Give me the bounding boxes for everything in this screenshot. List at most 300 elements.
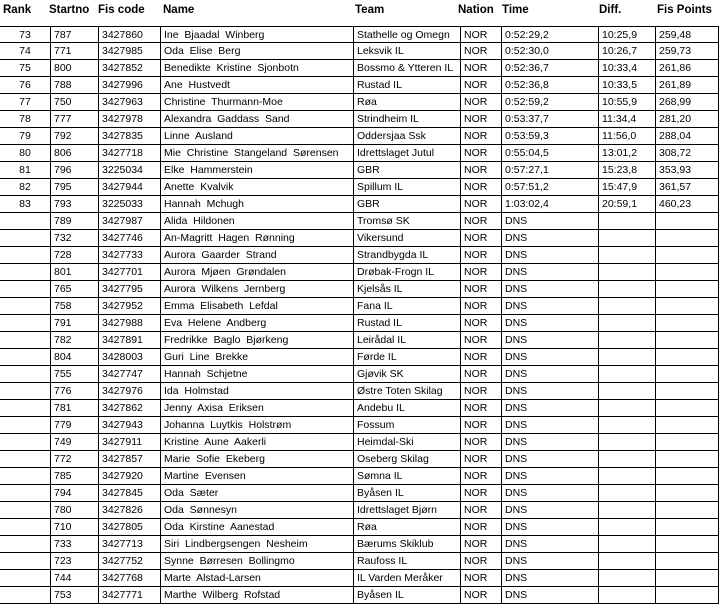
cell-nation: NOR: [460, 26, 501, 43]
cell-time: 0:57:51,2: [501, 179, 598, 196]
header-time: Time: [502, 4, 529, 16]
cell-fiscode: 3427978: [98, 111, 160, 128]
cell-team: Rustad IL: [353, 77, 460, 94]
cell-name: Jenny Axisa Eriksen: [160, 400, 353, 417]
cell-fiscode: 3427943: [98, 417, 160, 434]
cell-fiscode: 3427920: [98, 468, 160, 485]
cell-rank: [0, 383, 50, 400]
cell-team: Fossum: [353, 417, 460, 434]
cell-nation: NOR: [460, 468, 501, 485]
table-row: [0, 519, 720, 536]
cell-name: Alida Hildonen: [160, 213, 353, 230]
cell-diff: 10:55,9: [598, 94, 655, 111]
table-row: [0, 502, 720, 519]
cell-team: Fana IL: [353, 298, 460, 315]
cell-fispoints: [655, 332, 719, 349]
cell-fispoints: [655, 553, 719, 570]
cell-team: Kjelsås IL: [353, 281, 460, 298]
cell-team: Byåsen IL: [353, 485, 460, 502]
cell-time: 0:52:36,8: [501, 77, 598, 94]
cell-fispoints: [655, 434, 719, 451]
cell-rank: [0, 536, 50, 553]
table-row: [0, 230, 720, 247]
cell-fiscode: 3427835: [98, 128, 160, 145]
cell-fiscode: 3427752: [98, 553, 160, 570]
cell-name: Hannah Schjetne: [160, 366, 353, 383]
cell-rank: 82: [0, 179, 50, 196]
cell-rank: [0, 315, 50, 332]
cell-nation: NOR: [460, 502, 501, 519]
table-row: [0, 60, 720, 77]
cell-name: Emma Elisabeth Lefdal: [160, 298, 353, 315]
cell-team: Bærums Skiklub: [353, 536, 460, 553]
cell-team: Oddersjaa Ssk: [353, 128, 460, 145]
cell-diff: [598, 587, 655, 604]
cell-nation: NOR: [460, 179, 501, 196]
cell-name: Marthe Wilberg Rofstad: [160, 587, 353, 604]
cell-diff: 10:26,7: [598, 43, 655, 60]
cell-rank: 73: [0, 26, 50, 43]
table-row: [0, 587, 720, 604]
cell-team: Idrettslaget Jutul: [353, 145, 460, 162]
cell-rank: [0, 213, 50, 230]
cell-startno: 800: [50, 60, 98, 77]
cell-fiscode: 3427952: [98, 298, 160, 315]
cell-time: 0:52:29,2: [501, 26, 598, 43]
cell-startno: 801: [50, 264, 98, 281]
cell-fispoints: [655, 536, 719, 553]
cell-team: Røa: [353, 94, 460, 111]
cell-diff: [598, 264, 655, 281]
cell-time: 0:53:59,3: [501, 128, 598, 145]
cell-startno: 753: [50, 587, 98, 604]
cell-fiscode: 3427976: [98, 383, 160, 400]
cell-fispoints: [655, 349, 719, 366]
cell-diff: 20:59,1: [598, 196, 655, 213]
cell-team: Andebu IL: [353, 400, 460, 417]
cell-diff: [598, 366, 655, 383]
cell-fispoints: [655, 230, 719, 247]
cell-team: Østre Toten Skilag: [353, 383, 460, 400]
cell-time: DNS: [501, 213, 598, 230]
cell-team: GBR: [353, 162, 460, 179]
cell-rank: 75: [0, 60, 50, 77]
cell-diff: 13:01,2: [598, 145, 655, 162]
cell-nation: NOR: [460, 162, 501, 179]
cell-fiscode: 3428003: [98, 349, 160, 366]
header-fiscode: Fis code: [98, 4, 145, 16]
cell-startno: 780: [50, 502, 98, 519]
cell-nation: NOR: [460, 536, 501, 553]
cell-startno: 777: [50, 111, 98, 128]
cell-startno: 771: [50, 43, 98, 60]
cell-diff: 15:47,9: [598, 179, 655, 196]
cell-time: DNS: [501, 383, 598, 400]
table-row: [0, 26, 720, 43]
cell-nation: NOR: [460, 519, 501, 536]
cell-diff: 11:34,4: [598, 111, 655, 128]
cell-fiscode: 3427862: [98, 400, 160, 417]
cell-startno: 779: [50, 417, 98, 434]
header-diff: Diff.: [599, 4, 622, 16]
cell-rank: 76: [0, 77, 50, 94]
cell-fispoints: 259,48: [655, 26, 719, 43]
cell-nation: NOR: [460, 247, 501, 264]
cell-team: Sømna IL: [353, 468, 460, 485]
cell-time: DNS: [501, 298, 598, 315]
cell-nation: NOR: [460, 145, 501, 162]
cell-team: Førde IL: [353, 349, 460, 366]
cell-time: DNS: [501, 519, 598, 536]
cell-name: Ine Bjaadal Winberg: [160, 26, 353, 43]
cell-rank: [0, 230, 50, 247]
cell-time: 0:52:36,7: [501, 60, 598, 77]
cell-diff: [598, 434, 655, 451]
table-row: [0, 400, 720, 417]
cell-nation: NOR: [460, 485, 501, 502]
table-row: [0, 247, 720, 264]
cell-fiscode: 3225034: [98, 162, 160, 179]
table-row: [0, 264, 720, 281]
table-row: [0, 332, 720, 349]
cell-team: Raufoss IL: [353, 553, 460, 570]
cell-fiscode: 3225033: [98, 196, 160, 213]
cell-fiscode: 3427860: [98, 26, 160, 43]
cell-time: DNS: [501, 536, 598, 553]
cell-rank: [0, 570, 50, 587]
cell-name: Marte Alstad-Larsen: [160, 570, 353, 587]
table-row: [0, 94, 720, 111]
cell-name: Oda Sæter: [160, 485, 353, 502]
cell-nation: NOR: [460, 196, 501, 213]
cell-rank: [0, 434, 50, 451]
cell-fiscode: 3427733: [98, 247, 160, 264]
cell-rank: [0, 247, 50, 264]
cell-team: Strandbygda IL: [353, 247, 460, 264]
cell-rank: [0, 281, 50, 298]
cell-fispoints: 259,73: [655, 43, 719, 60]
cell-startno: 796: [50, 162, 98, 179]
cell-name: Alexandra Gaddass Sand: [160, 111, 353, 128]
cell-diff: [598, 315, 655, 332]
cell-name: Oda Kirstine Aanestad: [160, 519, 353, 536]
cell-diff: [598, 332, 655, 349]
cell-nation: NOR: [460, 400, 501, 417]
cell-diff: [598, 230, 655, 247]
cell-fispoints: 288,04: [655, 128, 719, 145]
header-rank: Rank: [3, 4, 32, 16]
cell-rank: [0, 553, 50, 570]
cell-startno: 794: [50, 485, 98, 502]
cell-fispoints: [655, 468, 719, 485]
header-nation: Nation: [458, 4, 494, 16]
table-row: [0, 536, 720, 553]
cell-time: DNS: [501, 485, 598, 502]
cell-startno: 804: [50, 349, 98, 366]
cell-fiscode: 3427985: [98, 43, 160, 60]
cell-diff: 10:25,9: [598, 26, 655, 43]
cell-time: DNS: [501, 315, 598, 332]
cell-team: Leirådal IL: [353, 332, 460, 349]
cell-nation: NOR: [460, 43, 501, 60]
cell-fispoints: [655, 451, 719, 468]
cell-diff: [598, 570, 655, 587]
cell-team: Vikersund: [353, 230, 460, 247]
cell-fispoints: [655, 400, 719, 417]
table-row: [0, 213, 720, 230]
cell-startno: 750: [50, 94, 98, 111]
header-name: Name: [163, 4, 195, 16]
cell-name: Fredrikke Baglo Bjørkeng: [160, 332, 353, 349]
table-row: [0, 315, 720, 332]
cell-name: Hannah Mchugh: [160, 196, 353, 213]
cell-time: 1:03:02,4: [501, 196, 598, 213]
cell-diff: 15:23,8: [598, 162, 655, 179]
cell-fiscode: 3427795: [98, 281, 160, 298]
cell-time: DNS: [501, 434, 598, 451]
cell-fiscode: 3427805: [98, 519, 160, 536]
cell-startno: 785: [50, 468, 98, 485]
results-header-row: [0, 0, 720, 26]
table-row: [0, 553, 720, 570]
cell-rank: [0, 587, 50, 604]
cell-fispoints: [655, 502, 719, 519]
cell-fiscode: 3427771: [98, 587, 160, 604]
cell-rank: [0, 264, 50, 281]
cell-nation: NOR: [460, 434, 501, 451]
cell-startno: 744: [50, 570, 98, 587]
cell-fiscode: 3427746: [98, 230, 160, 247]
cell-name: Benedikte Kristine Sjonbotn: [160, 60, 353, 77]
cell-diff: [598, 213, 655, 230]
cell-fiscode: 3427713: [98, 536, 160, 553]
cell-time: DNS: [501, 417, 598, 434]
cell-name: Johanna Luytkis Holstrøm: [160, 417, 353, 434]
cell-time: DNS: [501, 502, 598, 519]
cell-rank: [0, 366, 50, 383]
cell-rank: 83: [0, 196, 50, 213]
cell-fispoints: 261,86: [655, 60, 719, 77]
cell-startno: 788: [50, 77, 98, 94]
cell-rank: 77: [0, 94, 50, 111]
cell-team: Strindheim IL: [353, 111, 460, 128]
cell-fiscode: 3427701: [98, 264, 160, 281]
cell-fispoints: [655, 587, 719, 604]
cell-rank: [0, 298, 50, 315]
cell-team: IL Varden Meråker: [353, 570, 460, 587]
table-row: [0, 145, 720, 162]
cell-startno: 776: [50, 383, 98, 400]
cell-name: Christine Thurmann-Moe: [160, 94, 353, 111]
cell-team: GBR: [353, 196, 460, 213]
cell-nation: NOR: [460, 417, 501, 434]
cell-fispoints: [655, 213, 719, 230]
cell-startno: 749: [50, 434, 98, 451]
cell-startno: 782: [50, 332, 98, 349]
cell-nation: NOR: [460, 570, 501, 587]
cell-fispoints: [655, 485, 719, 502]
cell-fiscode: 3427768: [98, 570, 160, 587]
results-table: [0, 26, 720, 604]
cell-diff: [598, 417, 655, 434]
cell-team: Gjøvik SK: [353, 366, 460, 383]
cell-fiscode: 3427718: [98, 145, 160, 162]
cell-rank: [0, 349, 50, 366]
cell-time: DNS: [501, 587, 598, 604]
cell-time: 0:52:59,2: [501, 94, 598, 111]
cell-name: Synne Børresen Bollingmo: [160, 553, 353, 570]
cell-nation: NOR: [460, 332, 501, 349]
cell-rank: [0, 468, 50, 485]
cell-rank: 74: [0, 43, 50, 60]
cell-fispoints: 268,99: [655, 94, 719, 111]
cell-nation: NOR: [460, 94, 501, 111]
cell-fiscode: 3427826: [98, 502, 160, 519]
cell-nation: NOR: [460, 128, 501, 145]
cell-name: Aurora Mjøen Grøndalen: [160, 264, 353, 281]
cell-name: Oda Sønnesyn: [160, 502, 353, 519]
cell-time: DNS: [501, 264, 598, 281]
cell-fiscode: 3427988: [98, 315, 160, 332]
cell-startno: 772: [50, 451, 98, 468]
cell-team: Drøbak-Frogn IL: [353, 264, 460, 281]
cell-nation: NOR: [460, 553, 501, 570]
cell-fispoints: 460,23: [655, 196, 719, 213]
table-row: [0, 281, 720, 298]
table-row: [0, 383, 720, 400]
cell-diff: 11:56,0: [598, 128, 655, 145]
cell-fispoints: 281,20: [655, 111, 719, 128]
cell-team: Spillum IL: [353, 179, 460, 196]
cell-nation: NOR: [460, 366, 501, 383]
cell-rank: [0, 417, 50, 434]
cell-startno: 791: [50, 315, 98, 332]
cell-diff: [598, 553, 655, 570]
cell-fiscode: 3427911: [98, 434, 160, 451]
cell-fispoints: [655, 315, 719, 332]
cell-diff: [598, 298, 655, 315]
cell-fiscode: 3427857: [98, 451, 160, 468]
cell-name: Guri Line Brekke: [160, 349, 353, 366]
table-row: [0, 417, 720, 434]
cell-diff: [598, 468, 655, 485]
cell-startno: 723: [50, 553, 98, 570]
cell-name: Martine Evensen: [160, 468, 353, 485]
cell-name: Anette Kvalvik: [160, 179, 353, 196]
cell-time: 0:53:37,7: [501, 111, 598, 128]
table-row: [0, 434, 720, 451]
cell-fispoints: 361,57: [655, 179, 719, 196]
cell-fispoints: [655, 519, 719, 536]
cell-startno: 787: [50, 26, 98, 43]
cell-rank: [0, 451, 50, 468]
table-row: [0, 196, 720, 213]
table-row: [0, 162, 720, 179]
cell-rank: 81: [0, 162, 50, 179]
cell-fispoints: [655, 247, 719, 264]
cell-time: DNS: [501, 570, 598, 587]
cell-startno: 733: [50, 536, 98, 553]
cell-team: Heimdal-Ski: [353, 434, 460, 451]
cell-diff: [598, 400, 655, 417]
cell-fispoints: [655, 570, 719, 587]
cell-rank: [0, 485, 50, 502]
cell-team: Tromsø SK: [353, 213, 460, 230]
cell-nation: NOR: [460, 383, 501, 400]
cell-rank: [0, 519, 50, 536]
cell-time: 0:57:27,1: [501, 162, 598, 179]
cell-time: DNS: [501, 400, 598, 417]
cell-nation: NOR: [460, 77, 501, 94]
cell-team: Oseberg Skilag: [353, 451, 460, 468]
cell-rank: [0, 332, 50, 349]
cell-time: 0:55:04,5: [501, 145, 598, 162]
cell-fispoints: [655, 383, 719, 400]
cell-diff: [598, 451, 655, 468]
cell-name: Siri Lindbergsengen Nesheim: [160, 536, 353, 553]
cell-nation: NOR: [460, 315, 501, 332]
table-row: [0, 43, 720, 60]
cell-team: Byåsen IL: [353, 587, 460, 604]
cell-startno: 728: [50, 247, 98, 264]
cell-nation: NOR: [460, 60, 501, 77]
cell-fiscode: 3427845: [98, 485, 160, 502]
header-startno: Startno: [49, 4, 90, 16]
cell-nation: NOR: [460, 298, 501, 315]
cell-nation: NOR: [460, 213, 501, 230]
cell-time: 0:52:30,0: [501, 43, 598, 60]
cell-startno: 795: [50, 179, 98, 196]
cell-team: Rustad IL: [353, 315, 460, 332]
cell-name: Linne Ausland: [160, 128, 353, 145]
cell-nation: NOR: [460, 281, 501, 298]
cell-fiscode: 3427891: [98, 332, 160, 349]
cell-time: DNS: [501, 468, 598, 485]
table-row: [0, 570, 720, 587]
cell-fispoints: 353,93: [655, 162, 719, 179]
cell-fiscode: 3427747: [98, 366, 160, 383]
table-row: [0, 485, 720, 502]
cell-fiscode: 3427987: [98, 213, 160, 230]
cell-diff: 10:33,4: [598, 60, 655, 77]
cell-nation: NOR: [460, 349, 501, 366]
cell-rank: 80: [0, 145, 50, 162]
cell-name: Mie Christine Stangeland Sørensen: [160, 145, 353, 162]
cell-team: Idrettslaget Bjørn: [353, 502, 460, 519]
cell-nation: NOR: [460, 451, 501, 468]
cell-fiscode: 3427996: [98, 77, 160, 94]
cell-name: Ida Holmstad: [160, 383, 353, 400]
cell-fiscode: 3427944: [98, 179, 160, 196]
cell-diff: [598, 502, 655, 519]
cell-diff: [598, 485, 655, 502]
cell-startno: 765: [50, 281, 98, 298]
cell-fispoints: [655, 264, 719, 281]
cell-name: Kristine Aune Aakerli: [160, 434, 353, 451]
cell-time: DNS: [501, 366, 598, 383]
cell-diff: 10:33,5: [598, 77, 655, 94]
cell-fiscode: 3427963: [98, 94, 160, 111]
cell-fispoints: 261,89: [655, 77, 719, 94]
header-fispoints: Fis Points: [657, 4, 712, 16]
cell-startno: 755: [50, 366, 98, 383]
cell-diff: [598, 247, 655, 264]
table-row: [0, 77, 720, 94]
cell-team: Røa: [353, 519, 460, 536]
cell-startno: 793: [50, 196, 98, 213]
table-row: [0, 298, 720, 315]
cell-time: DNS: [501, 332, 598, 349]
